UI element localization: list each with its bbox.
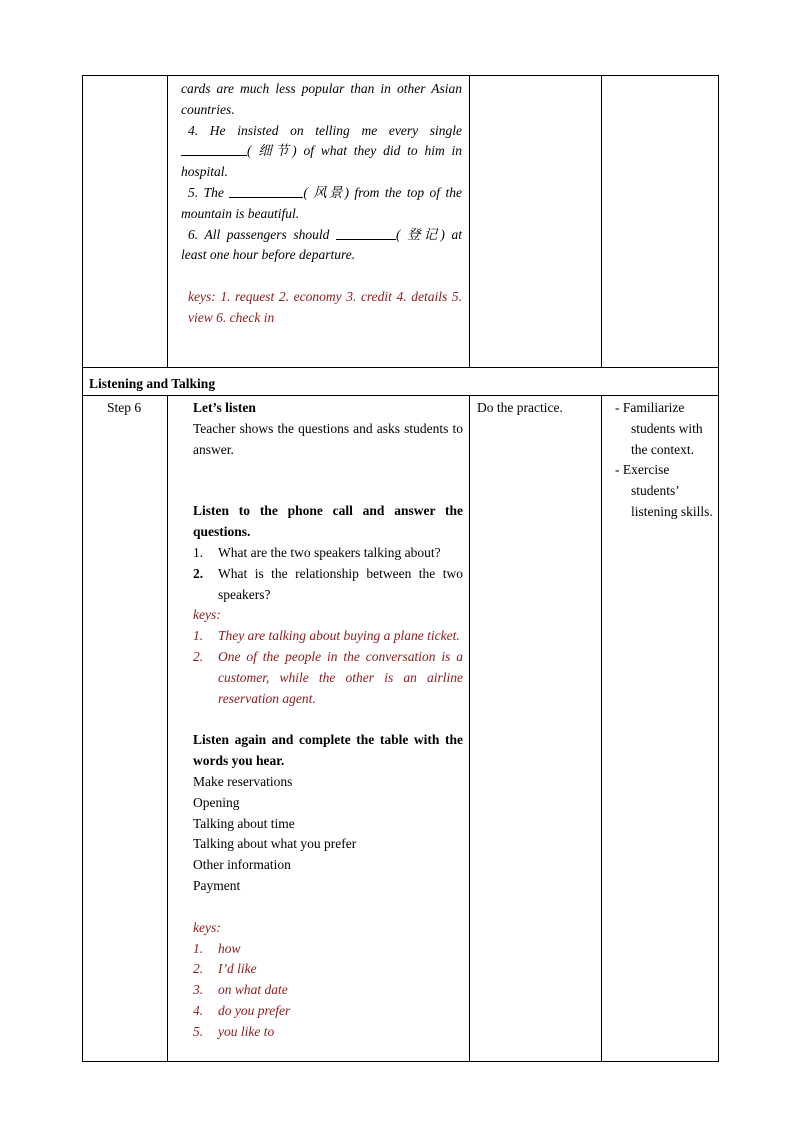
key-item: 3. on what date <box>193 982 288 998</box>
purpose-item: - Exercise students’ listening skills. <box>615 462 713 519</box>
exercise-cell <box>181 79 462 329</box>
task1-heading: Listen to the phone call and answer the questions. <box>193 503 463 540</box>
key-item: 1. They are talking about buying a plane ticket. <box>193 628 460 644</box>
column-divider <box>469 75 470 367</box>
table-item: Payment <box>193 877 241 893</box>
key-item: 5. you like to <box>193 1023 275 1039</box>
step6-intro: Teacher shows the questions and asks students to answer. <box>193 420 463 457</box>
row-divider <box>82 395 719 396</box>
answer-blank <box>336 225 396 240</box>
table-top-border <box>82 75 719 76</box>
question-5: 5. The ( 风景) from the top of the mountain is beautiful. <box>181 184 463 221</box>
column-divider <box>601 395 602 1061</box>
purpose-item: - Familiarize students with the context. <box>615 400 703 457</box>
keys-label: keys: <box>193 919 221 935</box>
question-6: 6. All passengers should ( 登记) at least one hour before departure. <box>181 226 462 263</box>
question-item: 2. What is the relationship between the two speakers? <box>193 565 463 602</box>
task2-heading: Listen again and complete the table with the words you hear. <box>193 732 463 769</box>
table-item: Other information <box>193 857 291 873</box>
question-item: 1. What are the two speakers talking about? <box>193 544 441 560</box>
column-divider <box>601 75 602 367</box>
step6-heading: Let’s listen <box>193 400 256 415</box>
table-item: Talking about what you prefer <box>193 836 357 852</box>
column-divider <box>469 395 470 1061</box>
column-divider <box>167 395 168 1061</box>
step6-content <box>193 398 463 1043</box>
table-left-border <box>82 75 83 1061</box>
key-item: 4. do you prefer <box>193 1002 291 1018</box>
answer-blank <box>181 141 247 156</box>
key-item: 2. I’d like <box>193 961 257 977</box>
question-4: 4. He insisted on telling me every single ( 细节) of what they did to him in hospital. <box>181 122 462 180</box>
answer-blank <box>229 183 303 198</box>
table-item: Opening <box>193 794 240 810</box>
purpose-cell <box>609 398 715 523</box>
section-title: Listening and Talking <box>89 376 216 391</box>
table-right-border <box>718 75 719 1061</box>
row-divider <box>82 367 719 368</box>
key-item: 2. One of the people in the conversation is a customer, while the other is an airline reservation agent. <box>193 648 463 706</box>
table-bottom-border <box>82 1061 719 1062</box>
column-divider <box>167 75 168 367</box>
exercise-keys: keys: 1. request 2. economy 3. credit 4. details 5. view 6. check in <box>188 289 462 325</box>
key-item: 1. how <box>193 940 241 956</box>
step-label: Step 6 <box>107 400 142 415</box>
keys-label: keys: <box>193 607 221 623</box>
student-activity: Do the practice. <box>477 400 563 415</box>
table-item: Make reservations <box>193 773 293 789</box>
table-item: Talking about time <box>193 815 295 831</box>
question-3-tail: cards are much less popular than in other Asian countries. <box>181 81 462 117</box>
